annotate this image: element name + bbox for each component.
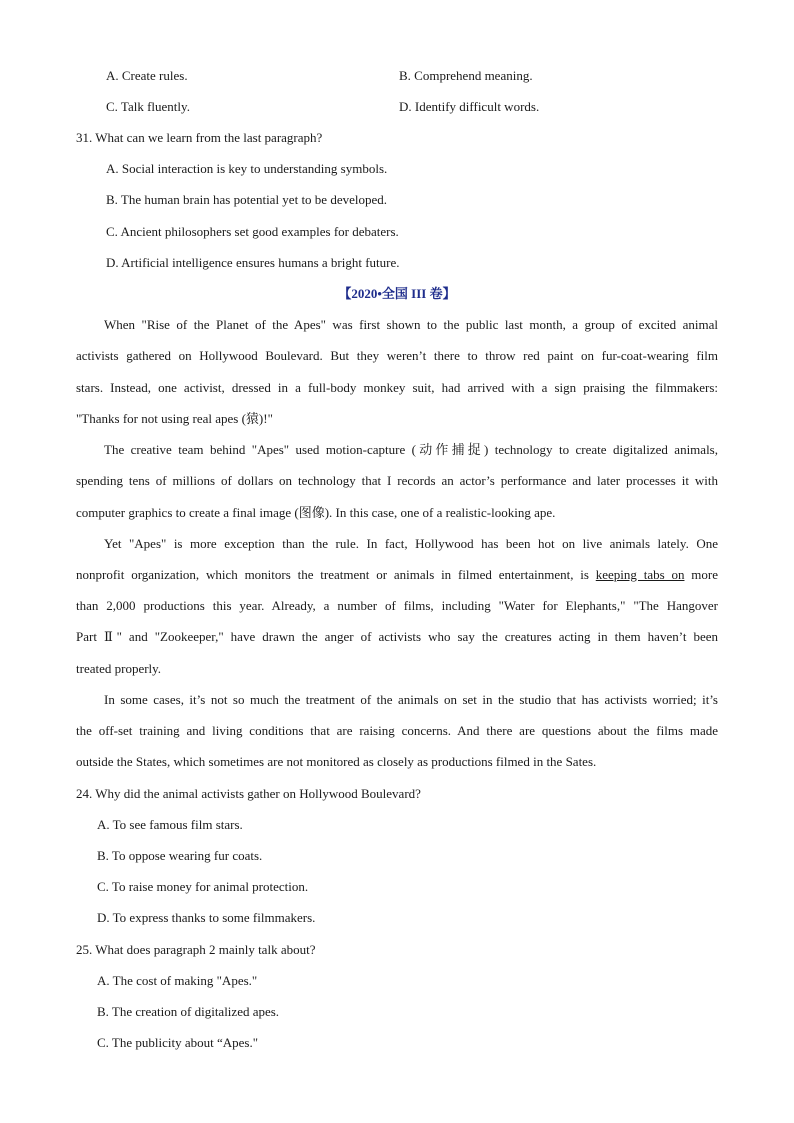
q24-option-b: B. To oppose wearing fur coats. [97,848,263,863]
q25-option-c: C. The publicity about “Apes." [97,1035,259,1050]
q24-option-c: C. To raise money for animal protection. [97,879,309,894]
p4-line-3: outside the States, which sometimes are not monitored as closely as productions filmed in the Sates. [76,754,597,769]
q31-option-c: C. Ancient philosophers set good examples for debaters. [106,224,399,239]
p3-line-5: treated properly. [76,661,162,676]
q24-option-a: A. To see famous film stars. [97,817,243,832]
p2-line-3: computer graphics to create a final image (图像). In this case, one of a realistic-looking ape. [76,505,556,520]
q31-stem: 31. What can we learn from the last paragraph? [76,130,323,145]
p2-line-1: The creative team behind "Apes" used motion-capture (动作捕捉) technology to create digitalized animals, [104,442,718,457]
p3-line-2-before: nonprofit organization, which monitors the treatment or animals in filmed entertainment, is [76,567,596,582]
q31-option-d: D. Artificial intelligence ensures humans a bright future. [106,255,400,270]
q30-option-a: A. Create rules. [106,68,188,83]
p1-line-1: When "Rise of the Planet of the Apes" was first shown to the public last month, a group of excited animal [104,317,718,332]
underlined-phrase: keeping tabs on [595,567,685,582]
p3-line-2 [76,567,718,583]
q25-option-a: A. The cost of making "Apes." [97,973,258,988]
section-title: 【2020•全国 III 卷】 [338,286,456,301]
q30-option-c: C. Talk fluently. [106,99,190,114]
p4-line-1: In some cases, it’s not so much the treatment of the animals on set in the studio that has activists worried; it’s [104,692,718,707]
q24-option-d: D. To express thanks to some filmmakers. [97,910,316,925]
p1-line-4: "Thanks for not using real apes (猿)!" [76,411,273,426]
q31-option-a: A. Social interaction is key to understanding symbols. [106,161,388,176]
q30-option-b: B. Comprehend meaning. [399,68,533,83]
p1-line-2: activists gathered on Hollywood Boulevard. But they weren’t there to throw red paint on fur-coat-wearing film [76,348,718,363]
p3-line-3: than 2,000 productions this year. Already, a number of films, including "Water for Elephants," "The Hangover [76,598,718,613]
q30-option-d: D. Identify difficult words. [399,99,540,114]
p3-line-4: Part Ⅱ" and "Zookeeper," have drawn the anger of activists who say the creatures acting in them haven’t been [76,629,718,644]
q25-option-b: B. The creation of digitalized apes. [97,1004,280,1019]
p4-line-2: the off-set training and living conditions that are raising concerns. And there are questions about the films made [76,723,718,738]
p2-line-2: spending tens of millions of dollars on technology that I records an actor’s performance and later processes it with [76,473,718,488]
q31-option-b: B. The human brain has potential yet to be developed. [106,192,387,207]
q24-stem: 24. Why did the animal activists gather on Hollywood Boulevard? [76,786,421,801]
p3-line-2-after: more [684,567,718,582]
p3-line-1: Yet "Apes" is more exception than the rule. In fact, Hollywood has been hot on live animals lately. One [104,536,718,551]
p1-line-3: stars. Instead, one activist, dressed in a full-body monkey suit, had arrived with a sign praising the filmmakers: [76,380,718,395]
q25-stem: 25. What does paragraph 2 mainly talk about? [76,942,316,957]
